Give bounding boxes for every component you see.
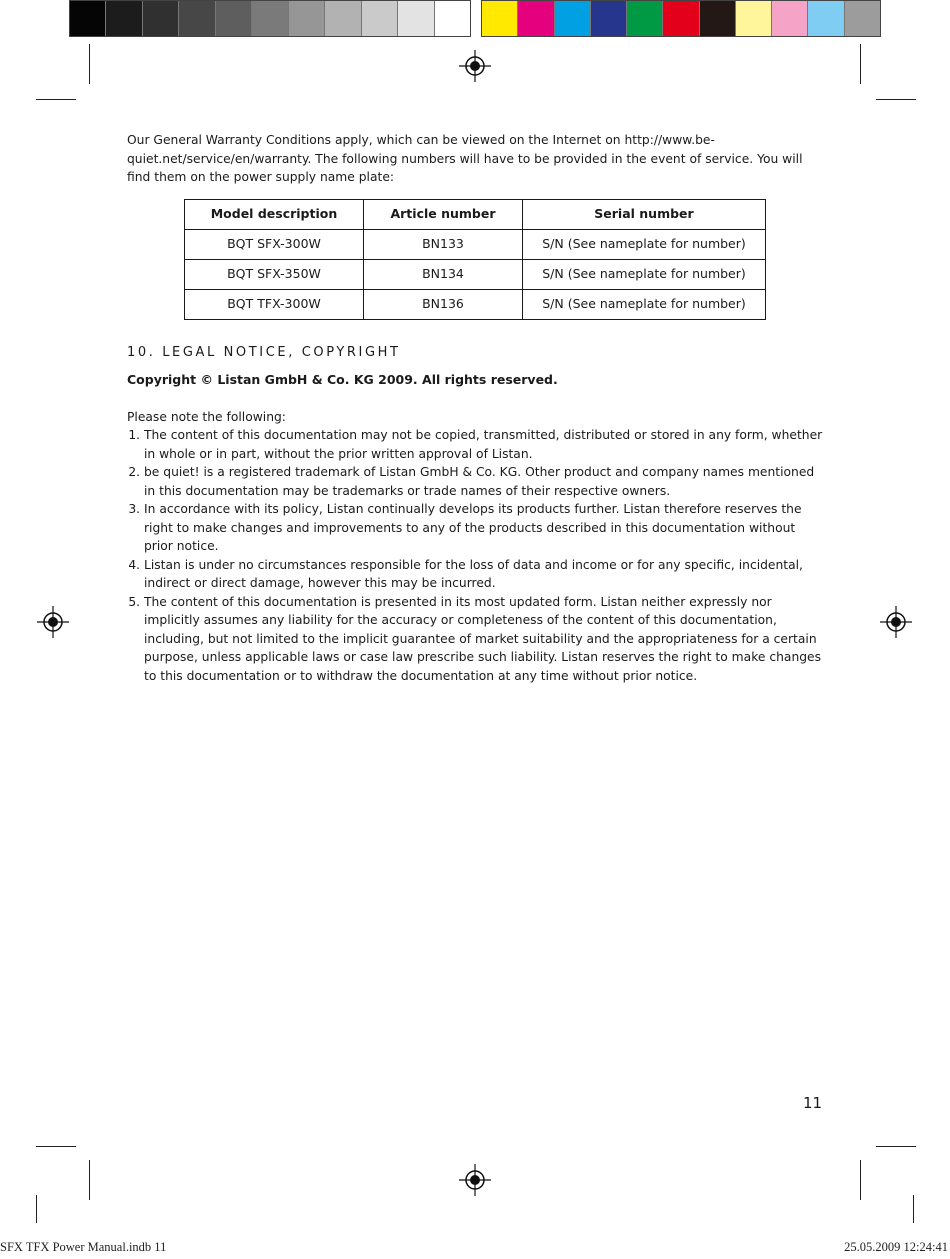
product-number-table bbox=[184, 199, 766, 320]
color-swatch-7 bbox=[700, 1, 736, 36]
color-swatch-2 bbox=[518, 1, 554, 36]
list-item: 4. Listan is under no circumstances responsible for the loss of data and income or for any specific, incidental, indirect or direct damage, however this may be incurred. bbox=[144, 556, 827, 593]
crop-mark-bottom-right-v bbox=[860, 1160, 861, 1200]
registration-mark-bottom-icon bbox=[458, 1163, 492, 1197]
table-cell-serial: S/N (See nameplate for number) bbox=[523, 229, 766, 259]
crop-mark-bottom-left-v bbox=[89, 1160, 90, 1200]
table-row bbox=[185, 289, 766, 319]
color-swatch-4 bbox=[591, 1, 627, 36]
crop-mark-top-left-v bbox=[89, 44, 90, 84]
legal-notes-list bbox=[127, 426, 827, 685]
list-item: 3. In accordance with its policy, Listan continually develops its products further. Listan therefore reserves the right to make changes and improvements to any of the products described in this documentation without prior notice. bbox=[144, 500, 827, 556]
crop-mark-top-right-v bbox=[860, 44, 861, 84]
table-header-model: Model description bbox=[185, 199, 364, 229]
color-swatch-8 bbox=[736, 1, 772, 36]
registration-mark-right-icon bbox=[879, 605, 913, 639]
crop-mark-bottom-right-h bbox=[876, 1146, 916, 1147]
gray-swatch-7 bbox=[289, 1, 325, 36]
gray-swatch-10 bbox=[398, 1, 434, 36]
crop-mark-bottom-left-outer bbox=[36, 1195, 37, 1223]
gray-swatch-11 bbox=[435, 1, 470, 36]
gray-swatch-1 bbox=[70, 1, 106, 36]
page-number: 11 bbox=[803, 1094, 823, 1112]
warranty-intro-text: Our General Warranty Conditions apply, which can be viewed on the Internet on http://www.be-quiet.net/service/en/warranty. The following numbers will have to be provided in the event of service. You will find them on the power supply name plate: bbox=[127, 133, 803, 184]
crop-mark-top-left-h bbox=[36, 99, 76, 100]
gray-swatch-5 bbox=[216, 1, 252, 36]
list-item: 2. be quiet! is a registered trademark of Listan GmbH & Co. KG. Other product and company names mentioned in this documentation may be trademarks or trade names of their respective owners. bbox=[144, 463, 827, 500]
gray-swatch-4 bbox=[179, 1, 215, 36]
notes-intro: Please note the following: bbox=[127, 409, 286, 424]
table-cell-serial: S/N (See nameplate for number) bbox=[523, 289, 766, 319]
registration-mark-left-icon bbox=[36, 605, 70, 639]
list-item: 5. The content of this documentation is presented in its most updated form. Listan neither expressly nor implicitly assumes any liability for the accuracy or completeness of the content of this documentation, including, but not limited to the implicit guarantee of market suitability and the appropriateness for a certain purpose, unless applicable laws or case law prescribe such liability. Listan reserves the right to make changes to this documentation or to withdraw the documentation at any time without prior notice. bbox=[144, 593, 827, 686]
table-cell-model: BQT SFX-300W bbox=[185, 229, 364, 259]
table-row bbox=[185, 229, 766, 259]
table-cell-model: BQT TFX-300W bbox=[185, 289, 364, 319]
table-header-serial: Serial number bbox=[523, 199, 766, 229]
color-swatch-6 bbox=[663, 1, 699, 36]
crop-mark-bottom-left-h bbox=[36, 1146, 76, 1147]
list-item: 1. The content of this documentation may not be copied, transmitted, distributed or stored in any form, whether in whole or in part, without the prior written approval of Listan. bbox=[144, 426, 827, 463]
crop-mark-top-right-h bbox=[876, 99, 916, 100]
gray-swatch-6 bbox=[252, 1, 288, 36]
table-header-article: Article number bbox=[364, 199, 523, 229]
color-swatch-3 bbox=[555, 1, 591, 36]
grayscale-calibration-bar bbox=[69, 0, 471, 37]
table-header-row bbox=[185, 199, 766, 229]
table-cell-article: BN134 bbox=[364, 259, 523, 289]
table-cell-article: BN133 bbox=[364, 229, 523, 259]
page-content bbox=[127, 131, 827, 685]
gray-swatch-9 bbox=[362, 1, 398, 36]
copyright-statement: Copyright © Listan GmbH & Co. KG 2009. All rights reserved. bbox=[127, 372, 558, 387]
table-row bbox=[185, 259, 766, 289]
color-swatch-11 bbox=[845, 1, 880, 36]
color-swatch-9 bbox=[772, 1, 808, 36]
color-swatch-10 bbox=[808, 1, 844, 36]
print-slug-filename: SFX TFX Power Manual.indb 11 bbox=[0, 1240, 167, 1254]
gray-swatch-2 bbox=[106, 1, 142, 36]
table-cell-model: BQT SFX-350W bbox=[185, 259, 364, 289]
table-cell-serial: S/N (See nameplate for number) bbox=[523, 259, 766, 289]
registration-mark-top-icon bbox=[458, 49, 492, 83]
gray-swatch-8 bbox=[325, 1, 361, 36]
color-calibration-bar bbox=[481, 0, 881, 37]
color-swatch-1 bbox=[482, 1, 518, 36]
section-heading: 10. LEGAL NOTICE, COPYRIGHT bbox=[127, 344, 401, 360]
print-slug-timestamp: 25.05.2009 12:24:41 bbox=[844, 1240, 948, 1254]
gray-swatch-3 bbox=[143, 1, 179, 36]
color-swatch-5 bbox=[627, 1, 663, 36]
table-cell-article: BN136 bbox=[364, 289, 523, 319]
crop-mark-bottom-right-outer bbox=[913, 1195, 914, 1223]
